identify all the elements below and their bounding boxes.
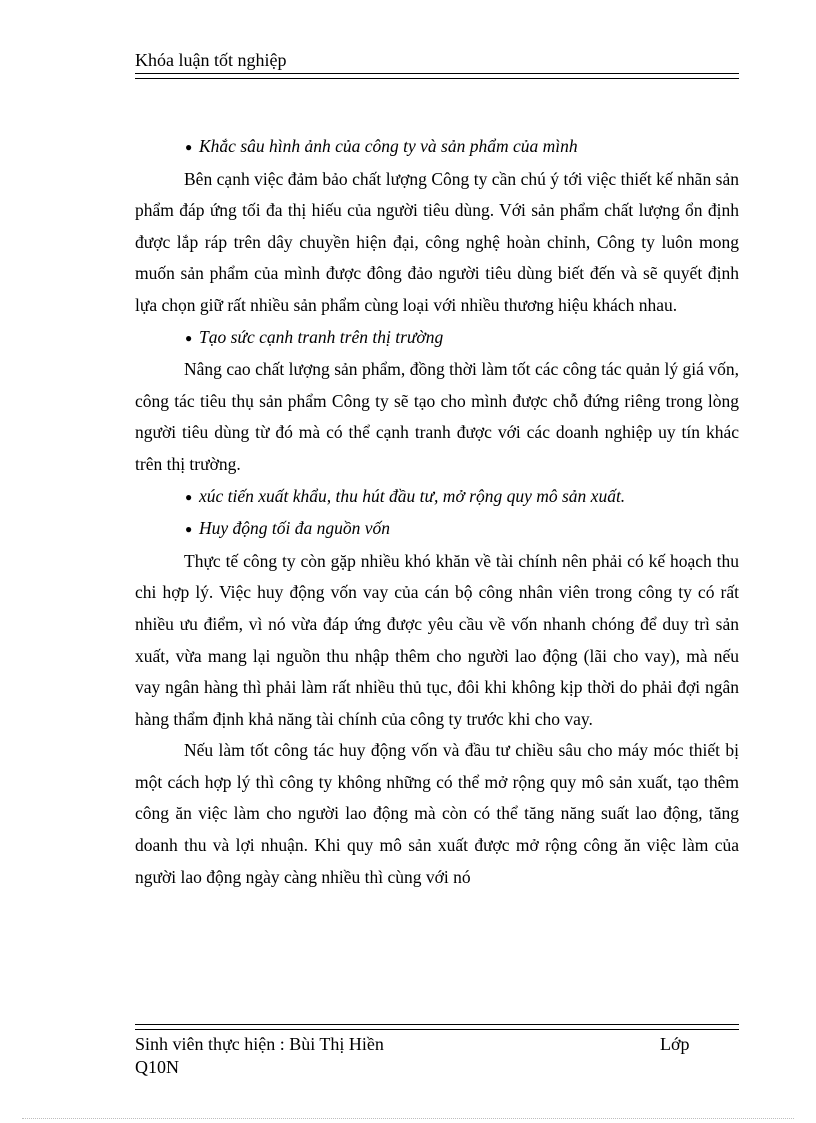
bullet-text: Huy động tối đa nguồn vốn — [199, 518, 391, 539]
footer-student: Sinh viên thực hiện : Bùi Thị Hiền — [135, 1034, 384, 1054]
footer-class-label: Lớp — [660, 1034, 690, 1054]
bullet-text: xúc tiến xuất khẩu, thu hút đầu tư, mở rộng quy mô sản xuất. — [199, 485, 626, 506]
bullet-item — [135, 481, 739, 514]
body-text — [135, 131, 739, 893]
bullet-dot-icon: ● — [185, 522, 193, 537]
paragraph: Nếu làm tốt công tác huy động vốn và đầu tư chiều sâu cho máy móc thiết bị một cách hợp lý thì công ty không những có thể mở rộng quy mô sản xuất, tạo thêm công ăn việc làm cho người lao động mà còn có thể tăng năng suất lao động, tăng doanh thu và lợi nhuận. Khi quy mô sản xuất được mở rộng công ăn việc làm của người lao động ngày càng nhiều thì cùng với nó — [135, 740, 739, 887]
paragraph: Bên cạnh việc đảm bảo chất lượng Công ty cần chú ý tới việc thiết kế nhãn sản phẩm đáp ứng tối đa thị hiếu của người tiêu dùng. Với sản phẩm chất lượng ổn định được lắp ráp trên dây chuyền hiện đại, công nghệ hoàn chỉnh, Công ty luôn mong muốn sản phẩm của mình được đông đảo người tiêu dùng biết đến và sẽ quyết định lựa chọn giữ rất nhiều sản phẩm cùng loại với nhiều thương hiệu khách nhau. — [135, 168, 739, 315]
paragraph: Nâng cao chất lượng sản phẩm, đồng thời làm tốt các công tác quản lý giá vốn, công tác tiêu thụ sản phẩm Công ty sẽ tạo cho mình được chỗ đứng riêng trong lòng người tiêu dùng từ đó mà có thể cạnh tranh được với các doanh nghiệp uy tín khác trên thị trường. — [135, 359, 739, 474]
footer-double-rule — [135, 1024, 739, 1030]
page-header-title: Khóa luận tốt nghiệp — [135, 50, 287, 70]
bullet-dot-icon: ● — [185, 140, 193, 154]
bullet-dot-icon: ● — [185, 489, 193, 504]
bullet-dot-icon: ● — [185, 330, 193, 345]
bullet-item — [135, 322, 739, 355]
bullet-text: Khắc sâu hình ảnh của công ty và sản phẩm của mình — [199, 136, 578, 156]
bullet-item — [135, 131, 739, 164]
page-bottom-dotted-border — [22, 1118, 794, 1119]
paragraph: Thực tế công ty còn gặp nhiều khó khăn về tài chính nên phải có kế hoạch thu chi hợp lý. Việc huy động vốn vay của cán bộ công nhân viên trong công ty có rất nhiều ưu điểm, vì nó vừa đáp ứng được yêu cầu về vốn nhanh chóng để duy trì sản xuất, vừa mang lại nguồn thu nhập thêm cho người lao động (lãi cho vay), mà nếu vay ngân hàng thì phải làm rất nhiều thủ tục, đôi khi không kịp thời do phải đợi ngân hàng thẩm định khả năng tài chính của công ty trước khi cho vay. — [135, 550, 739, 729]
bullet-text: Tạo sức cạnh tranh trên thị trường — [199, 326, 444, 347]
bullet-item — [135, 513, 739, 546]
footer-class-name: Q10N — [135, 1057, 179, 1077]
header-double-rule — [135, 73, 739, 79]
